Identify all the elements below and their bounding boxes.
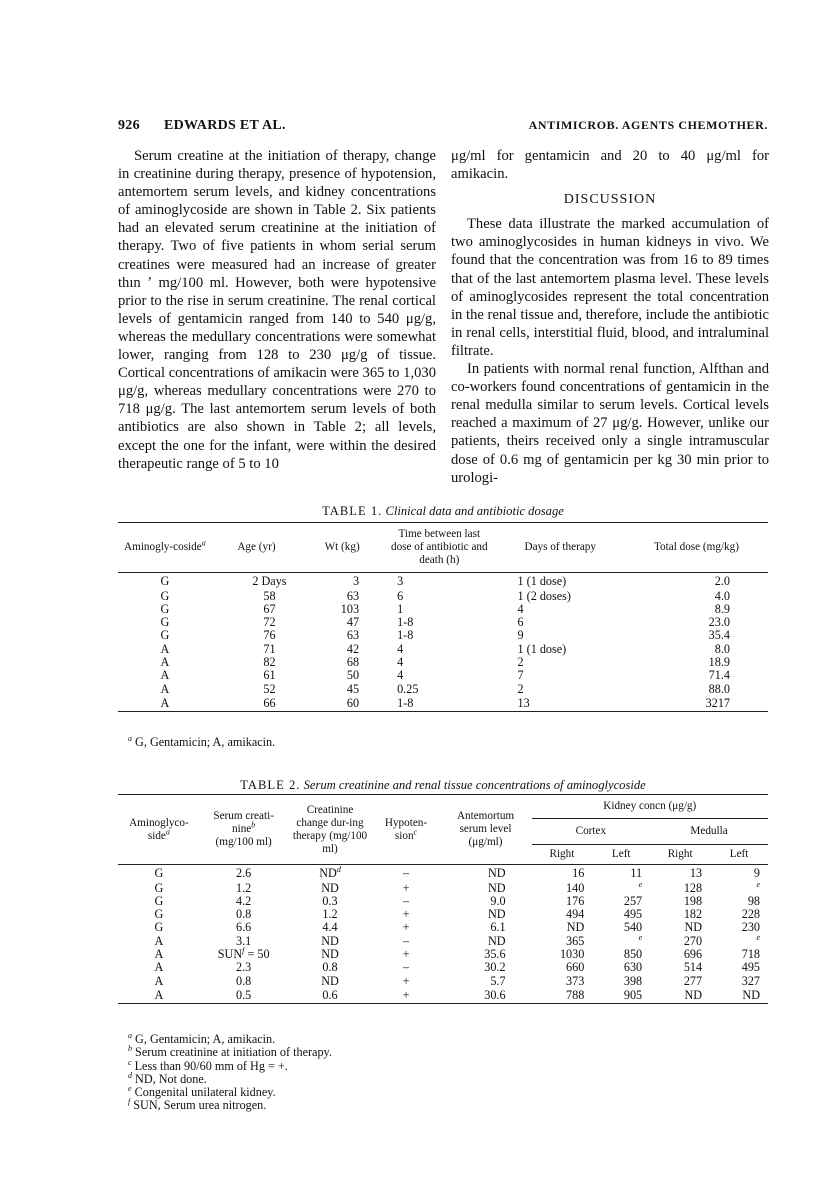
left-column — [118, 147, 436, 473]
table-cell: A — [160, 641, 170, 656]
table-cell: $SUN^f = 50$ — [217, 945, 270, 961]
table-cell: 1.2 — [236, 880, 252, 895]
table-cell: ND — [742, 987, 760, 1002]
table-cell: 4 — [517, 601, 524, 616]
table-cell: 63 — [346, 588, 360, 603]
table-cell: 0.8 — [236, 907, 252, 922]
table-row — [118, 616, 768, 629]
table-cell: + — [402, 880, 410, 895]
table-row — [118, 961, 768, 974]
table-cell: G — [160, 573, 170, 588]
table-cell: 2.3 — [236, 960, 252, 975]
table-cell: 182 — [683, 907, 703, 922]
table-row — [118, 683, 768, 696]
footnote: $^f$ SUN, Serum urea nitrogen. — [128, 1097, 267, 1113]
table-cell: 540 — [623, 920, 643, 935]
table-cell: 373 — [566, 973, 585, 988]
t1-header-days: Days of therapy — [524, 541, 596, 553]
table-cell: 68 — [346, 654, 360, 669]
t2-header-cortex-right: Right — [549, 848, 575, 860]
table-cell: e — [756, 879, 760, 889]
table-cell: ND — [487, 907, 506, 922]
table-row — [118, 865, 768, 882]
table-cell: 9 — [753, 865, 760, 880]
table-cell: 11 — [630, 865, 643, 880]
results-paragraph: Serum creatine at the initiation of therapy, change in creatinine during therapy, presence of hypotension, antemortem serum levels, and kidney concentrations of aminoglycoside are shown in Table 2. Six patients had an elevated serum creatinine at the initiation of therapy. Two of five patients in whom serial serum creatines were measured had an increase of greater thın ʼ mg/100 ml. However, both were hypotensive prior to the rise in serum creatinine. The renal cortical levels of gentamicin ranged from 140 to 540 μg/g, whereas the medullary concentrations were somewhat lower, ranging from 128 to 230 μg/g of tissue. Cortical concentrations of amikacin were 365 to 1,030 μg/g, whereas medullary concentrations were 270 to 718 μg/g. The last antemortem serum levels of both antibiotics are also shown in Table 2; all levels, except the one for the infant, were within the desired therapeutic range of 5 to 10 — [118, 148, 436, 472]
table-cell: 23.0 — [708, 615, 730, 630]
table-cell: A — [160, 681, 170, 696]
table-cell: ND — [684, 987, 703, 1002]
table-cell: 277 — [683, 973, 703, 988]
table-cell: ND — [321, 946, 339, 961]
table-cell: 398 — [623, 973, 643, 988]
table-cell: 257 — [623, 893, 643, 908]
table1-body — [118, 573, 768, 712]
table-cell: 9 — [517, 628, 524, 643]
table-cell: 1-8 — [397, 615, 414, 630]
table-cell: A — [160, 654, 170, 669]
table-cell: 13 — [517, 695, 530, 710]
table-cell: 4 — [397, 654, 404, 669]
footnote: $^b$ Serum creatinine at initiation of therapy. — [128, 1044, 332, 1060]
table-cell: G — [154, 907, 164, 922]
table-cell: 6 — [397, 588, 404, 603]
table-cell: 88.0 — [708, 681, 730, 696]
table-cell: 0.5 — [236, 987, 252, 1002]
table-cell: 4.2 — [236, 893, 252, 908]
t2-header-hypotension: Hypoten-sion$^c$ — [373, 795, 440, 865]
table-cell: ND — [321, 933, 339, 948]
table-cell: + — [402, 946, 410, 961]
t1-header-time: Time between last dose of antibiotic and death (h) — [390, 528, 488, 566]
table-cell: 1 (1 dose) — [517, 641, 567, 656]
table-cell: 788 — [566, 987, 585, 1002]
table-cell: 52 — [263, 681, 276, 696]
table-cell: 67 — [263, 601, 276, 616]
table-cell: 128 — [683, 880, 703, 895]
table-cell: 8.9 — [714, 601, 730, 616]
table-cell: 495 — [741, 960, 760, 975]
t1-header-wt: Wt (kg) — [324, 541, 360, 553]
table-cell: $ND^d$ — [319, 864, 341, 880]
table-cell: 495 — [623, 907, 643, 922]
table-cell: 0.25 — [397, 681, 419, 696]
table-row — [118, 935, 768, 948]
table-cell: ND — [566, 920, 585, 935]
table-cell: 718 — [741, 946, 760, 961]
table-cell: 58 — [263, 588, 276, 603]
table-row — [118, 590, 768, 603]
table-cell: e — [638, 932, 643, 942]
table1-caption — [118, 504, 768, 519]
table-cell: 4 — [397, 641, 404, 656]
table2-body — [118, 865, 768, 1004]
table-cell: – — [402, 865, 410, 880]
t2-header-medulla: Medulla — [650, 819, 768, 845]
table-cell: 2.0 — [714, 573, 730, 588]
table-row — [118, 696, 768, 712]
table-cell: ND — [684, 920, 703, 935]
table-cell: ND — [487, 933, 506, 948]
table-cell: 660 — [566, 960, 585, 975]
table-cell: 30.2 — [484, 960, 506, 975]
footnote: $^d$ ND, Not done. — [128, 1070, 207, 1086]
table2-footnotes — [128, 1030, 332, 1113]
table-cell: 0.3 — [322, 893, 338, 908]
table-row — [118, 669, 768, 682]
table2 — [118, 794, 768, 1004]
table-cell: 0.8 — [236, 973, 252, 988]
table-cell: 176 — [566, 893, 585, 908]
table-cell: ND — [321, 880, 339, 895]
table-cell: G — [160, 588, 170, 603]
table-cell: 98 — [747, 893, 760, 908]
table-cell: 0.8 — [322, 960, 338, 975]
table-cell: 3.1 — [236, 933, 252, 948]
table-cell: + — [402, 907, 410, 922]
table-cell: A — [154, 973, 164, 988]
table2-label: TABLE 2. — [240, 778, 301, 792]
table-cell: – — [402, 960, 410, 975]
table-cell: A — [154, 933, 164, 948]
table-cell: 1-8 — [397, 628, 414, 643]
table-cell: 6.6 — [236, 920, 252, 935]
table-row — [118, 908, 768, 921]
table-cell: 42 — [346, 641, 360, 656]
table-cell: ND — [487, 880, 506, 895]
table-cell: 71.4 — [708, 668, 730, 683]
table-cell: G — [160, 601, 170, 616]
table-cell: – — [402, 933, 410, 948]
table-cell: 103 — [340, 601, 360, 616]
page-number: 926 — [118, 118, 140, 133]
table-cell: A — [154, 987, 164, 1002]
table-cell: 60 — [346, 695, 360, 710]
t1-header-total: Total dose (mg/kg) — [654, 541, 739, 553]
table-cell: 30.6 — [484, 987, 506, 1002]
table-row — [118, 573, 768, 590]
table-row — [118, 975, 768, 988]
t2-header-cortex: Cortex — [532, 819, 651, 845]
table-cell: G — [154, 880, 164, 895]
t2-header-cortex-left: Left — [611, 848, 631, 860]
table-cell: 82 — [263, 654, 276, 669]
running-authors: EDWARDS ET AL. — [164, 118, 286, 133]
table-row — [118, 895, 768, 908]
table-row — [118, 656, 768, 669]
table-row — [118, 643, 768, 656]
table-cell: 7 — [517, 668, 524, 683]
t1-header-age: Age (yr) — [237, 541, 276, 553]
table-cell: 50 — [346, 668, 360, 683]
table-cell: 1 — [397, 601, 404, 616]
table-cell: ND — [487, 865, 506, 880]
discussion-paragraph-1: These data illustrate the marked accumulation of two aminoglycosides in human kidneys in vivo. We found that the concentration was from 16 to 89 times that of the last antemortem plasma level. These levels of aminoglycosides represent the total concentration in the renal tissue and, therefore, include the antibiotic in renal cells, interstitial fluid, blood, and intraluminal filtrate. — [451, 216, 769, 359]
table-cell: 3217 — [705, 695, 730, 710]
table1-title: Clinical data and antibiotic dosage — [385, 504, 564, 518]
t2-header-kidney: Kidney concn (μg/g) — [532, 795, 768, 819]
table-cell: A — [160, 695, 170, 710]
table-cell: – — [402, 893, 410, 908]
table-cell: A — [154, 960, 164, 975]
table-cell: 47 — [346, 615, 360, 630]
table-cell: 8.0 — [714, 641, 730, 656]
table-cell: 1030 — [559, 946, 585, 961]
table-cell: G — [154, 893, 164, 908]
table1-footnote: $^a$ G, Gentamicin; A, amikacin. — [128, 733, 276, 749]
table-cell: e — [756, 932, 760, 942]
table-cell: 270 — [683, 933, 703, 948]
table-cell: 2 Days — [252, 573, 287, 588]
table-cell: 13 — [689, 865, 703, 880]
table-cell: 198 — [683, 893, 703, 908]
table-cell: 1-8 — [397, 695, 414, 710]
table-cell: 1 (1 dose) — [517, 573, 567, 588]
table-cell: 9.0 — [490, 893, 506, 908]
section-heading-discussion: DISCUSSION — [563, 192, 657, 208]
table-cell: A — [154, 946, 164, 961]
table-cell: 35.6 — [484, 946, 506, 961]
journal-name: ANTIMICROB. AGENTS CHEMOTHER. — [528, 118, 768, 132]
table-cell: 905 — [623, 987, 643, 1002]
table-cell: G — [160, 628, 170, 643]
table-row — [118, 629, 768, 642]
table-row — [118, 882, 768, 895]
table-cell: + — [402, 973, 410, 988]
table-cell: 228 — [741, 907, 760, 922]
footnote: $^c$ Less than 90/60 mm of Hg = +. — [128, 1057, 288, 1073]
table-cell: 4 — [397, 668, 404, 683]
table-cell: 3 — [397, 573, 404, 588]
table-cell: 327 — [741, 973, 760, 988]
table-cell: 2 — [517, 654, 524, 669]
table-cell: 365 — [566, 933, 585, 948]
table-cell: + — [402, 920, 410, 935]
running-header — [118, 118, 768, 140]
t2-header-serum-creatinine: Serum creati-nine$^b$ (mg/100 ml) — [200, 795, 288, 865]
table-cell: 5.7 — [490, 973, 506, 988]
table-cell: 72 — [263, 615, 276, 630]
table-cell: 630 — [623, 960, 643, 975]
footnote: $^e$ Congenital unilateral kidney. — [128, 1084, 276, 1100]
table-row — [118, 988, 768, 1004]
table-cell: G — [154, 865, 164, 880]
table-cell: + — [402, 987, 410, 1002]
table-cell: 1.2 — [322, 907, 338, 922]
table-cell: 71 — [263, 641, 276, 656]
table-cell: 230 — [741, 920, 760, 935]
table-cell: 4.4 — [322, 920, 338, 935]
table-cell: 1 (2 doses) — [517, 588, 571, 603]
table-cell: G — [160, 615, 170, 630]
table1-label: TABLE 1. — [322, 504, 383, 518]
table-row — [118, 948, 768, 961]
table-cell: e — [638, 879, 643, 889]
t2-header-medulla-left: Left — [729, 848, 749, 860]
table-cell: 6 — [517, 615, 524, 630]
table-cell: 61 — [263, 668, 276, 683]
table-cell: G — [154, 920, 164, 935]
table-cell: 6.1 — [490, 920, 506, 935]
table-cell: 4.0 — [714, 588, 730, 603]
table-cell: A — [160, 668, 170, 683]
table-cell: 514 — [683, 960, 703, 975]
table-cell: 35.4 — [708, 628, 730, 643]
table-cell: 63 — [346, 628, 360, 643]
table-row — [118, 921, 768, 934]
table-cell: 76 — [263, 628, 276, 643]
t2-header-medulla-right: Right — [667, 848, 693, 860]
t2-header-antemortem: Antemortum serum level (μg/ml) — [440, 795, 532, 865]
t2-header-aminoglycoside: Aminoglyco-side$^a$ — [118, 795, 200, 865]
table-cell: 2 — [517, 681, 524, 696]
table-cell: 3 — [352, 573, 360, 588]
table-cell: 18.9 — [708, 654, 730, 669]
table1 — [118, 522, 768, 712]
table-cell: 850 — [623, 946, 643, 961]
table-cell: ND — [321, 973, 339, 988]
table-cell: 45 — [346, 681, 360, 696]
footnote: $^a$ G, Gentamicin; A, amikacin. — [128, 1030, 276, 1046]
table-cell: 140 — [566, 880, 585, 895]
table-cell: 696 — [683, 946, 703, 961]
table-cell: 0.6 — [322, 987, 338, 1002]
table2-title: Serum creatinine and renal tissue concentrations of aminoglycoside — [303, 778, 646, 792]
t1-header-aminoglycoside: Aminogly-coside$^a$ — [124, 538, 206, 553]
table-cell: 16 — [572, 865, 585, 880]
table-cell: 2.6 — [236, 865, 252, 880]
right-column — [451, 147, 769, 487]
table-row — [118, 603, 768, 616]
t2-header-creatinine-change: Creatinine change dur-ing therapy (mg/100 ml) — [288, 795, 373, 865]
table-cell: 494 — [566, 907, 585, 922]
table2-caption — [118, 778, 768, 793]
table-cell: 66 — [263, 695, 276, 710]
discussion-paragraph-2: In patients with normal renal function, Alfthan and co-workers found concentrations of gentamicin in the renal medulla similar to serum levels. Cortical levels reached a maximum of 27 μg/g. However, unlike our patients, theirs received only a single intramuscular dose of 0.6 mg of gentamicin per kg 30 min prior to urologi- — [451, 361, 769, 486]
continued-paragraph: μg/ml for gentamicin and 20 to 40 μg/ml for amikacin. — [451, 148, 769, 183]
